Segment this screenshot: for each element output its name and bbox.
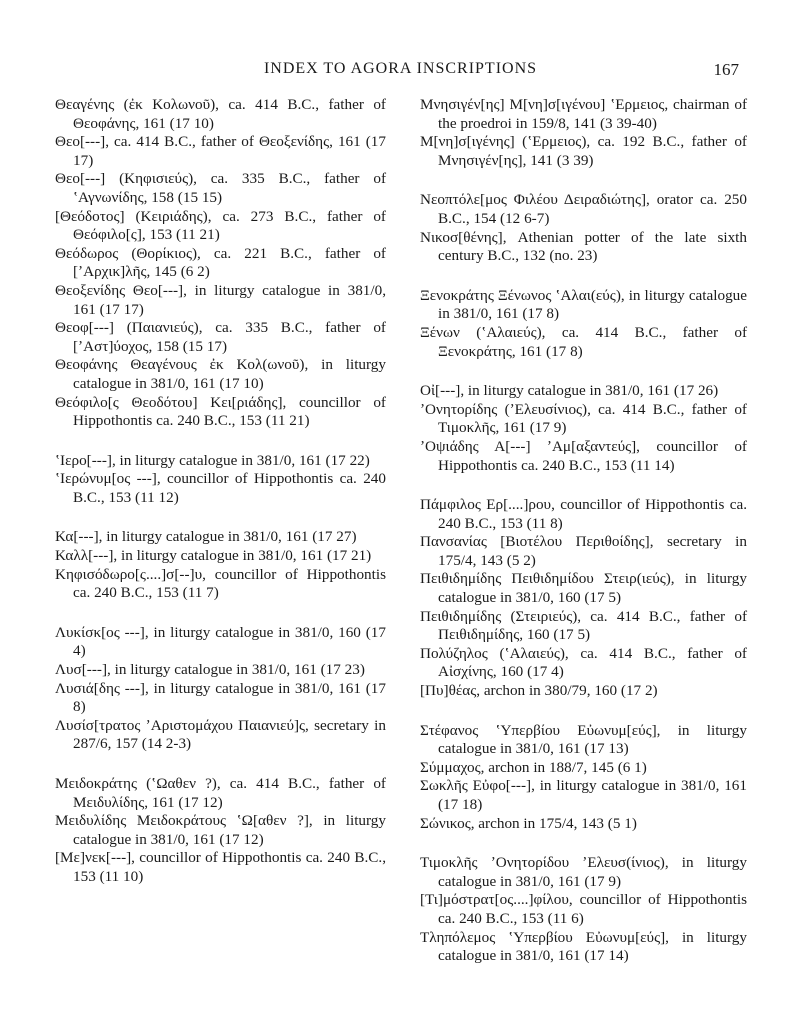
index-group-theta: [55, 96, 386, 431]
index-entry: Πάμφιλος Ερ[....]ρου, councillor of Hippothontis ca. 240 B.C., 153 (11 8): [420, 496, 747, 532]
index-entry: Λυσίσ[τρατος ʼΑριστομάχου Παιανιεύ]ς, secretary in 287/6, 157 (14 2-3): [55, 716, 386, 753]
index-entry: Θεοφάνης Θεαγένους ἐκ Κολ(ωνοῦ), in liturgy catalogue in 381/0, 161 (17 10): [55, 356, 386, 392]
index-group-nu: [420, 191, 747, 265]
index-entry: Πολύζηλος (ʽΑλαιεύς), ca. 414 B.C., father of Αἰσχίνης, 160 (17 4): [420, 644, 747, 681]
index-entry: Θεο[---] (Κηφισιεύς), ca. 335 B.C., father of ʽΑγνωνίδης, 158 (15 15): [55, 170, 386, 206]
index-entry: Θεοξενίδης Θεο[---], in liturgy catalogue in 381/0, 161 (17 17): [55, 281, 386, 318]
index-entry: Μειδυλίδης Μειδοκράτους ʽΩ[αθεν ?], in liturgy catalogue in 381/0, 161 (17 12): [55, 812, 386, 848]
group-spacer: [420, 701, 747, 722]
index-entry: Πειθιδημίδης Πειθιδημίδου Στειρ(ιεύς), in liturgy catalogue in 381/0, 160 (17 5): [420, 570, 747, 607]
index-group-mu-cont: [420, 96, 747, 170]
index-entry: [Θεόδοτος] (Κειριάδης), ca. 273 B.C., father of Θεόφιλο[ς], 153 (11 21): [55, 207, 386, 244]
index-entry: Τληπόλεμος ʽΥπερβίου Εὐωνυμ[εύς], in liturgy catalogue in 381/0, 161 (17 14): [420, 928, 747, 965]
index-entry: Ξενοκράτης Ξένωνος ʽΑλαι(εύς), in liturgy catalogue in 381/0, 161 (17 8): [420, 286, 747, 323]
group-spacer: [55, 431, 386, 452]
index-entry: Κα[---], in liturgy catalogue in 381/0, 161 (17 27): [55, 528, 357, 546]
index-entry: [Πυ]θέας, archon in 380/79, 160 (17 2): [420, 682, 658, 700]
index-entry: Μνησιγέν[ης] Μ[νη]σ[ιγένου] ʽΕρμειος, chairman of the proedroi in 159/8, 141 (3 39-40): [420, 96, 747, 132]
index-entry: Κηφισόδωρο[ς....]σ[--]υ, councillor of Hippothontis ca. 240 B.C., 153 (11 7): [55, 565, 386, 602]
index-entry: Τιμοκλῆς ʼΟνητορίδου ʼΕλευσ(ίνιος), in liturgy catalogue in 381/0, 161 (17 9): [420, 854, 747, 890]
group-spacer: [420, 475, 747, 496]
index-column-left: [55, 96, 386, 887]
index-column-right: [420, 96, 747, 966]
index-entry: ʼΟψιάδης Α[---] ʼΑμ[αξαντεύς], councillor of Hippothontis ca. 240 B.C., 153 (11 14): [420, 437, 747, 474]
index-entry: Θεόδωρος (Θορίκιος), ca. 221 B.C., father of [ʼΑρχικ]λῆς, 145 (6 2): [55, 244, 386, 281]
index-entry: ʼΟνητορίδης (ʼΕλευσίνιος), ca. 414 B.C., father of Τιμοκλῆς, 161 (17 9): [420, 400, 747, 437]
index-entry: Λυσ[---], in liturgy catalogue in 381/0, 161 (17 23): [55, 661, 365, 679]
group-spacer: [420, 833, 747, 854]
group-spacer: [420, 361, 747, 382]
index-entry: Οἰ[---], in liturgy catalogue in 381/0, 161 (17 26): [420, 382, 719, 400]
index-entry: Ξένων (ʽΑλαιεύς), ca. 414 B.C., father of Ξενοκράτης, 161 (17 8): [420, 323, 747, 360]
group-spacer: [55, 603, 386, 624]
group-spacer: [55, 507, 386, 528]
index-entry: Λυκίσκ[ος ---], in liturgy catalogue in 381/0, 160 (17 4): [55, 623, 386, 660]
index-entry: Νεοπτόλε[μος Φιλέου Δειραδιώτης], orator ca. 250 B.C., 154 (12 6-7): [420, 191, 747, 227]
index-group-kappa: [55, 528, 386, 602]
index-entry: Σώνικος, archon in 175/4, 143 (5 1): [420, 814, 637, 832]
index-group-xi: [420, 287, 747, 361]
index-entry: Μειδοκράτης (ʽΩαθεν ?), ca. 414 B.C., father of Μειδυλίδης, 161 (17 12): [55, 775, 386, 811]
index-entry: Θεοφ[---] (Παιανιεύς), ca. 335 B.C., father of [ʼΑστ]ύοχος, 158 (15 17): [55, 319, 386, 355]
index-entry: Σωκλῆς Εὐφο[---], in liturgy catalogue in 381/0, 161 (17 18): [420, 777, 747, 813]
index-entry: Λυσιά[δης ---], in liturgy catalogue in 381/0, 161 (17 8): [55, 679, 386, 716]
group-spacer: [420, 266, 747, 287]
index-group-sigma: [420, 722, 747, 834]
index-entry: Καλλ[---], in liturgy catalogue in 381/0, 161 (17 21): [55, 547, 372, 565]
index-entry: [Τι]μόστρατ[ος....]φίλου, councillor of Hippothontis ca. 240 B.C., 153 (11 6): [420, 891, 747, 927]
index-entry: Πειθιδημίδης (Στειριεύς), ca. 414 B.C., father of Πειθιδημίδης, 160 (17 5): [420, 607, 747, 644]
index-entry: [Με]νεκ[---], councillor of Hippothontis ca. 240 B.C., 153 (11 10): [55, 849, 386, 885]
index-group-omicron: [420, 382, 747, 475]
index-group-pi: [420, 496, 747, 701]
index-group-mu: [55, 775, 386, 887]
index-entry: Θεόφιλο[ς Θεοδότου] Κει[ριάδης], councillor of Hippothontis ca. 240 B.C., 153 (11 21): [55, 393, 386, 430]
running-title: INDEX TO AGORA INSCRIPTIONS: [263, 60, 538, 77]
index-group-lambda: [55, 624, 386, 754]
page-number: 167: [713, 60, 739, 79]
group-spacer: [55, 754, 386, 775]
index-entry: Πανσανίας [Βιοτέλου Περιθοίδης], secretary in 175/4, 143 (5 2): [420, 533, 747, 569]
index-entry: ʽΙερώνυμ[ος ---], councillor of Hippothontis ca. 240 B.C., 153 (11 12): [55, 470, 386, 506]
index-group-iota: [55, 452, 386, 508]
index-entry: Θεαγένης (ἐκ Κολωνοῦ), ca. 414 B.C., father of Θεοφάνης, 161 (17 10): [55, 96, 386, 132]
index-entry: Στέφανος ʽΥπερβίου Εὐωνυμ[εύς], in liturgy catalogue in 381/0, 161 (17 13): [420, 721, 747, 758]
index-entry: Σύμμαχος, archon in 188/7, 145 (6 1): [420, 758, 647, 776]
index-entry: ʽΙερο[---], in liturgy catalogue in 381/0, 161 (17 22): [55, 451, 370, 469]
index-entry: Θεο[---], ca. 414 B.C., father of Θεοξενίδης, 161 (17 17): [55, 133, 386, 169]
group-spacer: [420, 170, 747, 191]
index-group-tau: [420, 854, 747, 966]
index-entry: Νικοσ[θένης], Athenian potter of the late sixth century B.C., 132 (no. 23): [420, 228, 747, 265]
index-entry: Μ[νη]σ[ιγένης] (ʽΕρμειος), ca. 192 B.C., father of Μνησιγέν[ης], 141 (3 39): [420, 133, 747, 169]
